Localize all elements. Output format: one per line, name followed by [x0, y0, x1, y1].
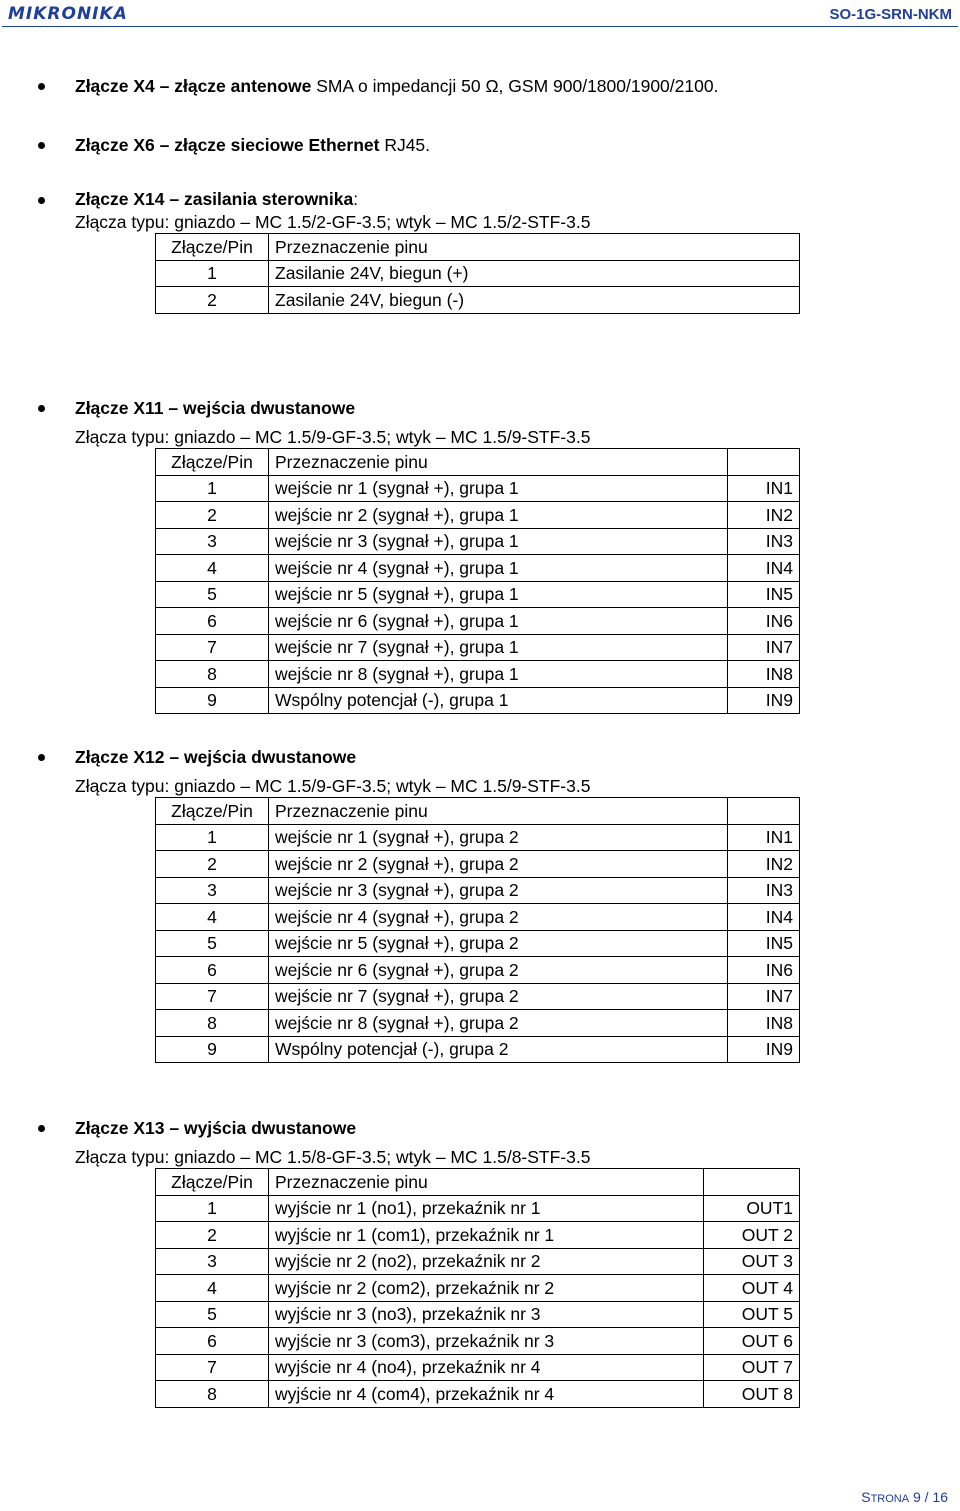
- bullet-icon: [38, 83, 45, 90]
- signal-cell: IN2: [728, 502, 800, 529]
- description-cell: wejście nr 2 (sygnał +), grupa 2: [269, 851, 728, 878]
- signal-cell: IN6: [728, 608, 800, 635]
- description-cell: wyjście nr 3 (com3), przekaźnik nr 3: [269, 1328, 704, 1355]
- table-row: [156, 475, 800, 502]
- signal-cell: IN3: [728, 528, 800, 555]
- signal-cell: IN1: [728, 475, 800, 502]
- description-cell: wyjście nr 2 (no2), przekaźnik nr 2: [269, 1248, 704, 1275]
- description-cell: wejście nr 7 (sygnał +), grupa 1: [269, 634, 728, 661]
- signal-cell: OUT 4: [704, 1275, 800, 1302]
- pin-cell: 9: [156, 1036, 269, 1063]
- x13-type-line: Złącza typu: gniazdo – MC 1.5/8-GF-3.5; wtyk – MC 1.5/8-STF-3.5: [75, 1147, 591, 1167]
- table-row: [156, 930, 800, 957]
- x11-heading: Złącze X11 – wejścia dwustanowe: [75, 398, 356, 418]
- pin-cell: 1: [156, 475, 269, 502]
- description-cell: wejście nr 5 (sygnał +), grupa 1: [269, 581, 728, 608]
- table-row: [156, 581, 800, 608]
- pin-cell: 4: [156, 555, 269, 582]
- pin-cell: 1: [156, 824, 269, 851]
- x11-type-line: Złącza typu: gniazdo – MC 1.5/9-GF-3.5; wtyk – MC 1.5/9-STF-3.5: [75, 427, 591, 447]
- table-row: [156, 687, 800, 714]
- table-row: [156, 824, 800, 851]
- description-cell: Wspólny potencjał (-), grupa 2: [269, 1036, 728, 1063]
- table-header-row: [156, 798, 800, 825]
- table-row: [156, 877, 800, 904]
- signal-cell: IN8: [728, 1010, 800, 1037]
- document-id: SO-1G-SRN-NKM: [829, 6, 952, 23]
- signal-cell: IN8: [728, 661, 800, 688]
- pin-cell: 7: [156, 1354, 269, 1381]
- signal-cell: IN9: [728, 1036, 800, 1063]
- pin-cell: 9: [156, 687, 269, 714]
- x14-type-line: Złącza typu: gniazdo – MC 1.5/2-GF-3.5; wtyk – MC 1.5/2-STF-3.5: [75, 212, 591, 232]
- pin-cell: Złącze/Pin: [156, 1169, 269, 1196]
- description-cell: wyjście nr 4 (com4), przekaźnik nr 4: [269, 1381, 704, 1408]
- description-cell: wejście nr 3 (sygnał +), grupa 1: [269, 528, 728, 555]
- signal-cell: OUT 2: [704, 1222, 800, 1249]
- description-cell: Przeznaczenie pinu: [269, 798, 728, 825]
- pin-cell: 7: [156, 634, 269, 661]
- pin-cell: 5: [156, 1301, 269, 1328]
- table-row: [156, 1222, 800, 1249]
- signal-cell: IN5: [728, 930, 800, 957]
- table-row: [156, 983, 800, 1010]
- pin-cell: 3: [156, 877, 269, 904]
- description-cell: wyjście nr 1 (no1), przekaźnik nr 1: [269, 1195, 704, 1222]
- signal-cell: IN2: [728, 851, 800, 878]
- pin-cell: 7: [156, 983, 269, 1010]
- table-row: [156, 1354, 800, 1381]
- pin-cell: 8: [156, 661, 269, 688]
- bullet-icon: [38, 1125, 45, 1132]
- signal-cell: IN7: [728, 634, 800, 661]
- page-header: [0, 0, 960, 30]
- signal-cell: IN9: [728, 687, 800, 714]
- table-row: [156, 634, 800, 661]
- table-row: [156, 1381, 800, 1408]
- x11-pin-table: [155, 448, 800, 714]
- table-header-row: [156, 449, 800, 476]
- pin-cell: 3: [156, 1248, 269, 1275]
- x12-pin-table: [155, 797, 800, 1063]
- pin-cell: 2: [156, 851, 269, 878]
- description-cell: Przeznaczenie pinu: [269, 1169, 704, 1196]
- x12-type-line: Złącza typu: gniazdo – MC 1.5/9-GF-3.5; wtyk – MC 1.5/9-STF-3.5: [75, 776, 591, 796]
- description-cell: wejście nr 6 (sygnał +), grupa 1: [269, 608, 728, 635]
- description-cell: Przeznaczenie pinu: [269, 449, 728, 476]
- pin-cell: 2: [156, 502, 269, 529]
- pin-cell: Złącze/Pin: [156, 798, 269, 825]
- table-row: [156, 555, 800, 582]
- table-row: [156, 957, 800, 984]
- bullet-icon: [38, 197, 45, 204]
- description-cell: wejście nr 1 (sygnał +), grupa 2: [269, 824, 728, 851]
- description-cell: wejście nr 1 (sygnał +), grupa 1: [269, 475, 728, 502]
- table-row: [156, 1248, 800, 1275]
- pin-cell: 8: [156, 1010, 269, 1037]
- table-row: [156, 1036, 800, 1063]
- table-row: [156, 1010, 800, 1037]
- pin-cell: 2: [156, 1222, 269, 1249]
- description-cell: wejście nr 2 (sygnał +), grupa 1: [269, 502, 728, 529]
- description-cell: wejście nr 4 (sygnał +), grupa 1: [269, 555, 728, 582]
- signal-cell: IN6: [728, 957, 800, 984]
- signal-cell: [704, 1169, 800, 1196]
- table-row: [156, 502, 800, 529]
- x6-line: Złącze X6 – złącze sieciowe Ethernet RJ45.: [75, 135, 431, 155]
- signal-cell: IN4: [728, 904, 800, 931]
- description-cell: wyjście nr 1 (com1), przekaźnik nr 1: [269, 1222, 704, 1249]
- signal-cell: OUT 5: [704, 1301, 800, 1328]
- table-header-row: Złącze/Pin Przeznaczenie pinu: [156, 234, 800, 261]
- x14-pin-table: [155, 233, 800, 314]
- description-cell: wejście nr 3 (sygnał +), grupa 2: [269, 877, 728, 904]
- brand-logo: MIKRONIKA: [8, 4, 128, 24]
- x14-heading: Złącze X14 – zasilania sterownika:: [75, 189, 359, 209]
- signal-cell: [728, 449, 800, 476]
- table-row: [156, 608, 800, 635]
- pin-cell: Złącze/Pin: [156, 449, 269, 476]
- pin-cell: 4: [156, 1275, 269, 1302]
- signal-cell: OUT 6: [704, 1328, 800, 1355]
- page-footer: STRONA 9 / 16: [861, 1489, 948, 1505]
- description-cell: wejście nr 7 (sygnał +), grupa 2: [269, 983, 728, 1010]
- description-cell: wejście nr 4 (sygnał +), grupa 2: [269, 904, 728, 931]
- description-cell: wejście nr 8 (sygnał +), grupa 1: [269, 661, 728, 688]
- table-row: [156, 661, 800, 688]
- x13-heading: Złącze X13 – wyjścia dwustanowe: [75, 1118, 357, 1138]
- x4-line: Złącze X4 – złącze antenowe SMA o impedancji 50 Ω, GSM 900/1800/1900/2100.: [75, 76, 719, 96]
- description-cell: wyjście nr 3 (no3), przekaźnik nr 3: [269, 1301, 704, 1328]
- table-row: [156, 904, 800, 931]
- signal-cell: IN4: [728, 555, 800, 582]
- table-row: [156, 1301, 800, 1328]
- signal-cell: OUT 8: [704, 1381, 800, 1408]
- table-row: [156, 1328, 800, 1355]
- x12-heading: Złącze X12 – wejścia dwustanowe: [75, 747, 357, 767]
- table-row: 1 Zasilanie 24V, biegun (+): [156, 260, 800, 287]
- x13-pin-table: [155, 1168, 800, 1408]
- description-cell: wyjście nr 4 (no4), przekaźnik nr 4: [269, 1354, 704, 1381]
- table-row: [156, 851, 800, 878]
- table-row: [156, 1195, 800, 1222]
- pin-cell: 3: [156, 528, 269, 555]
- signal-cell: OUT 7: [704, 1354, 800, 1381]
- signal-cell: OUT 3: [704, 1248, 800, 1275]
- table-row: [156, 528, 800, 555]
- bullet-icon: [38, 142, 45, 149]
- pin-cell: 4: [156, 904, 269, 931]
- header-divider: [2, 26, 958, 27]
- table-row: 2 Zasilanie 24V, biegun (-): [156, 287, 800, 314]
- signal-cell: IN7: [728, 983, 800, 1010]
- description-cell: Wspólny potencjał (-), grupa 1: [269, 687, 728, 714]
- pin-cell: 5: [156, 581, 269, 608]
- description-cell: wejście nr 6 (sygnał +), grupa 2: [269, 957, 728, 984]
- pin-cell: 1: [156, 1195, 269, 1222]
- signal-cell: OUT1: [704, 1195, 800, 1222]
- pin-cell: 6: [156, 608, 269, 635]
- bullet-icon: [38, 405, 45, 412]
- signal-cell: [728, 798, 800, 825]
- signal-cell: IN1: [728, 824, 800, 851]
- pin-cell: 6: [156, 1328, 269, 1355]
- pin-cell: 8: [156, 1381, 269, 1408]
- description-cell: wyjście nr 2 (com2), przekaźnik nr 2: [269, 1275, 704, 1302]
- pin-cell: 6: [156, 957, 269, 984]
- bullet-icon: [38, 754, 45, 761]
- table-header-row: [156, 1169, 800, 1196]
- pin-cell: 5: [156, 930, 269, 957]
- table-row: [156, 1275, 800, 1302]
- description-cell: wejście nr 5 (sygnał +), grupa 2: [269, 930, 728, 957]
- signal-cell: IN5: [728, 581, 800, 608]
- signal-cell: IN3: [728, 877, 800, 904]
- description-cell: wejście nr 8 (sygnał +), grupa 2: [269, 1010, 728, 1037]
